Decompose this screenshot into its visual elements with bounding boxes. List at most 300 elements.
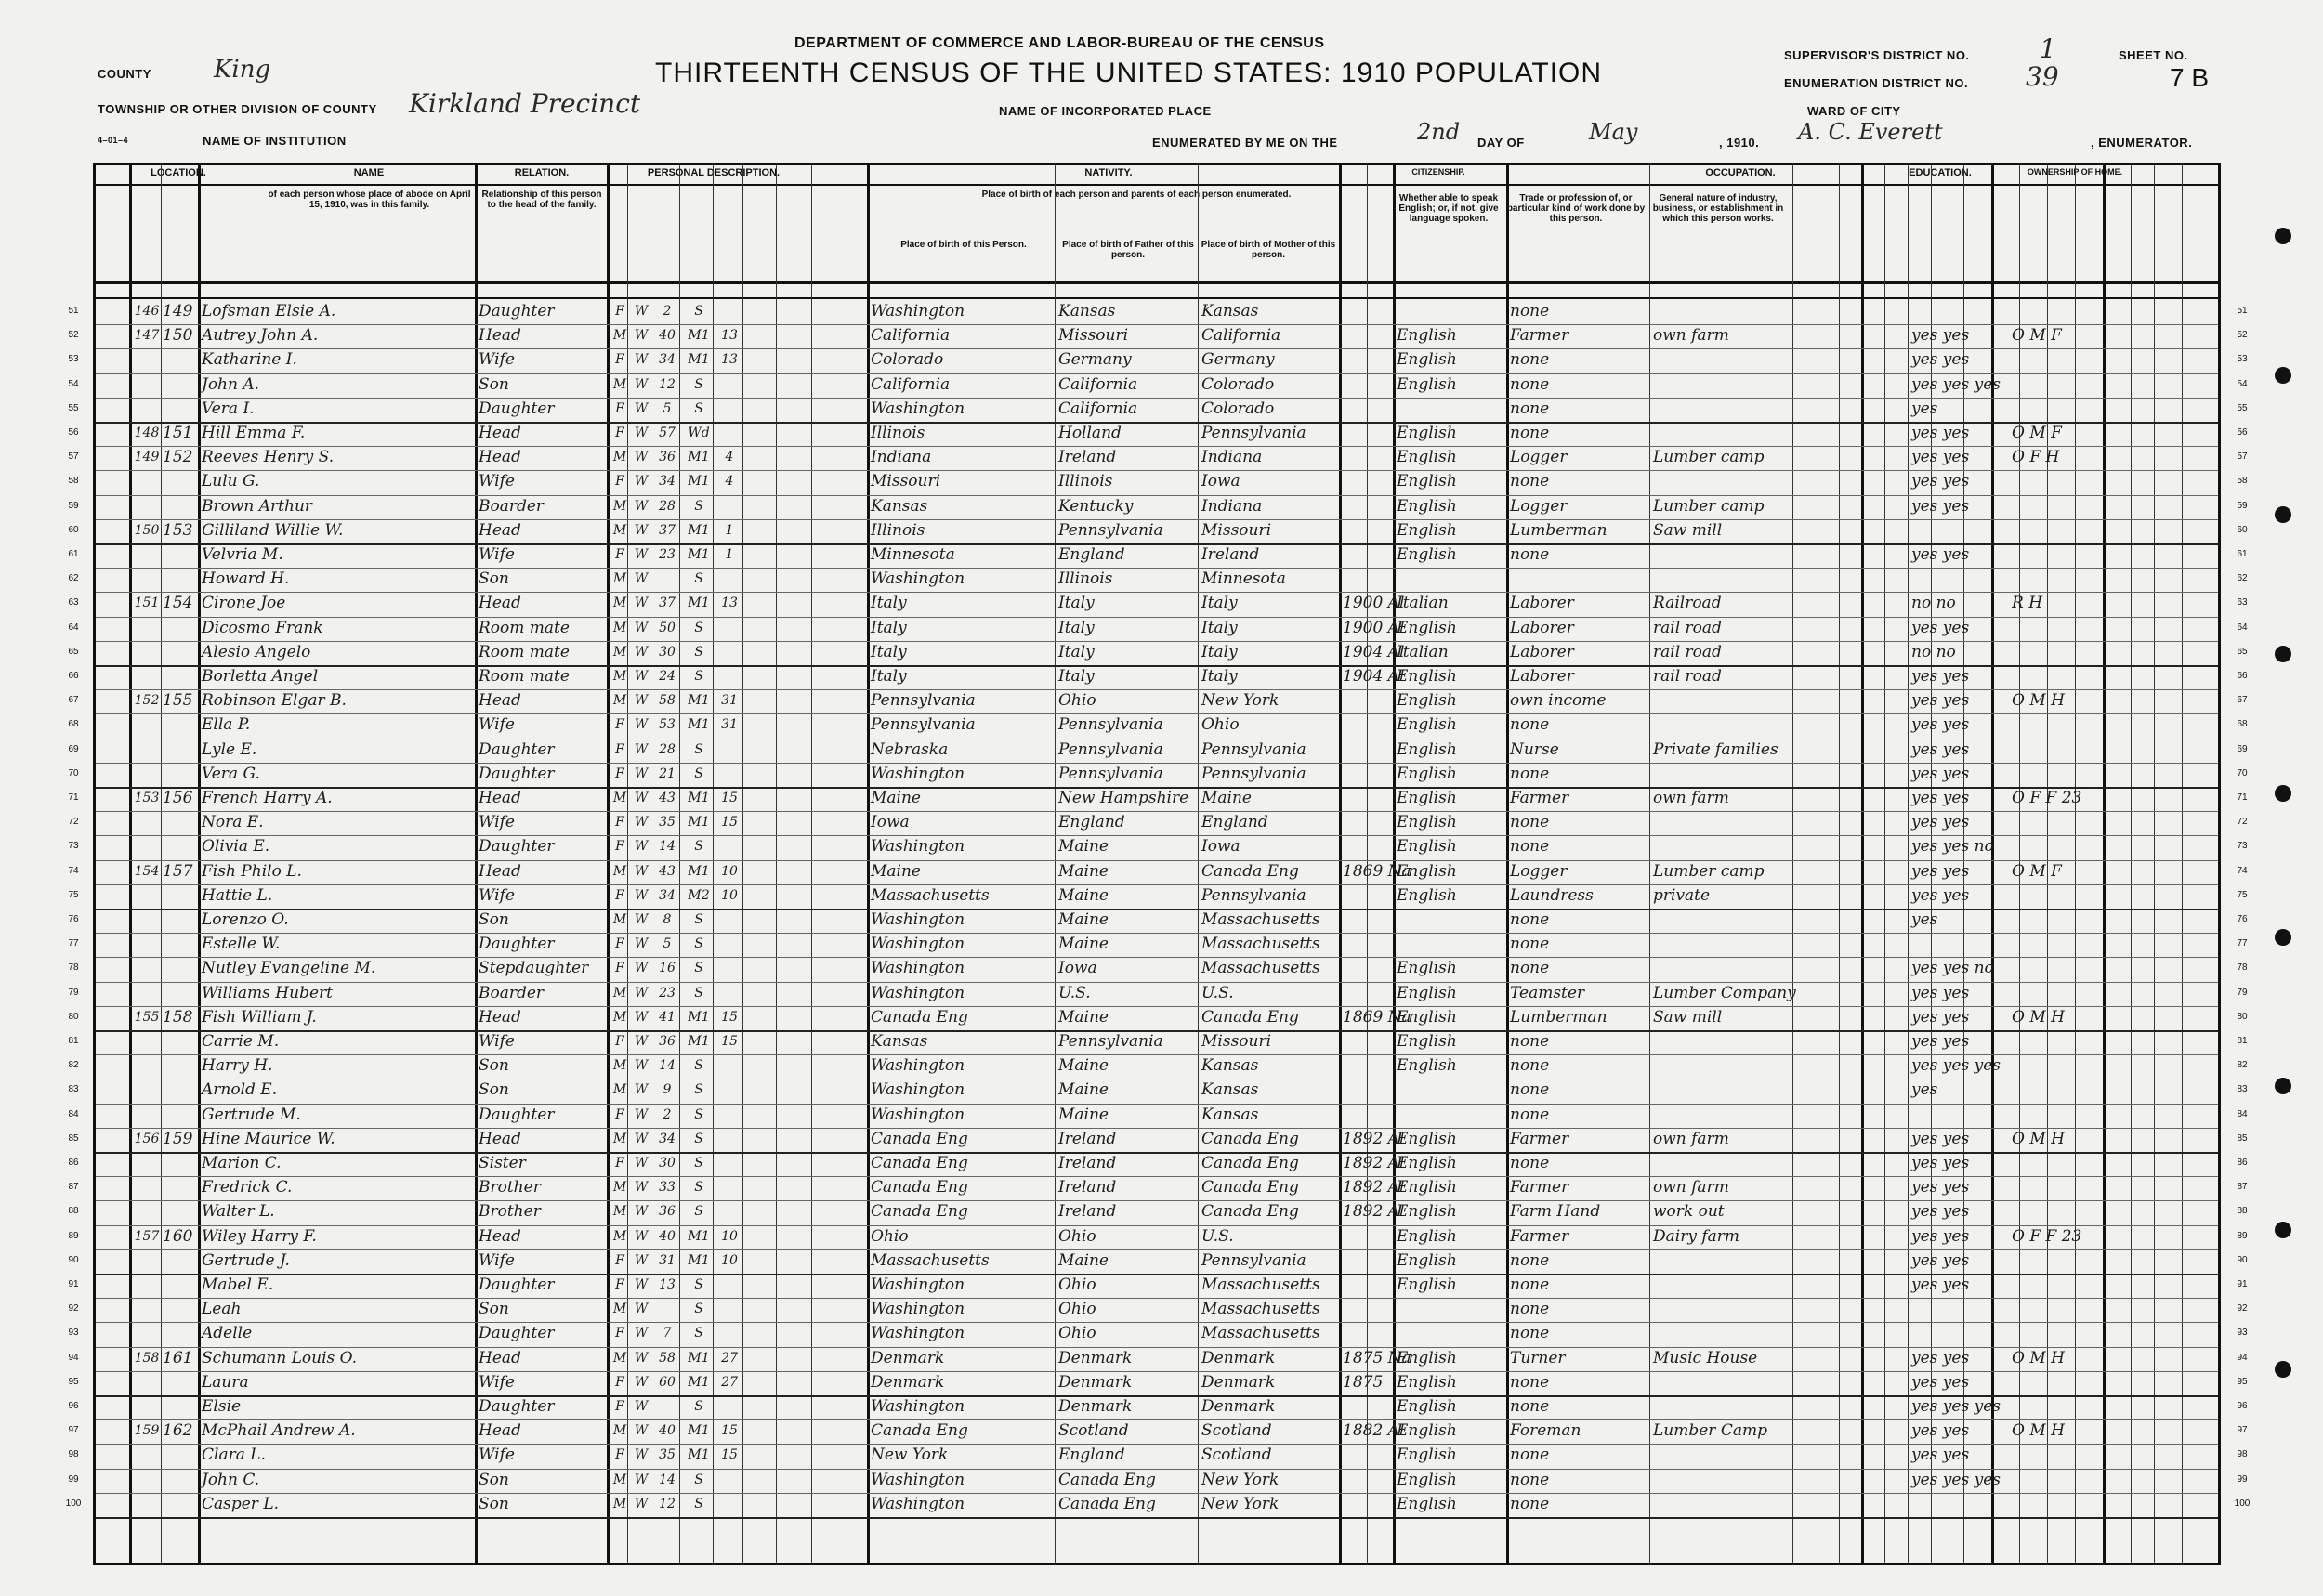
cell-dwelling: 150 [134,522,160,538]
line-number-right: 100 [2234,1498,2251,1509]
cell-relation: Head [479,326,521,346]
cell-father-birth: Italy [1058,618,1095,637]
cell-language: English [1397,667,1457,686]
line-number: 68 [68,719,79,730]
cell-mother-birth: Denmark [1201,1372,1276,1392]
cell-age: 30 [659,1156,676,1171]
cell-father-birth: England [1058,545,1125,564]
line-number: 76 [68,914,79,924]
cell-birth: Denmark [871,1372,945,1392]
cell-father-birth: New Hampshire [1058,789,1189,807]
cell-relation: Wife [479,1250,515,1270]
cell-sex: F [615,1034,624,1049]
cell-race: W [634,839,649,855]
cell-race: W [634,1326,649,1341]
cell-name: Brown Arthur [202,496,313,516]
cell-immigration: 1892 Al [1343,1202,1405,1222]
cell-race: W [634,1058,649,1074]
cell-education: yes yes [1911,448,1970,467]
punch-hole [2275,228,2291,244]
cell-marital: S [694,1399,703,1414]
cell-trade: none [1510,1154,1550,1172]
cell-name: Nutley Evangeline M. [202,959,376,978]
cell-home: O F H [2012,448,2060,467]
cell-relation: Daughter [479,399,555,418]
cell-birth: Washington [871,1324,965,1343]
cell-education: yes yes [1911,472,1970,491]
column-rule [1839,165,1840,1563]
cell-birth: Maine [871,861,921,881]
cell-relation: Daughter [479,739,555,759]
cell-trade: none [1510,1032,1550,1051]
cell-sex: M [612,376,627,392]
ward-label: WARD OF CITY [1807,104,1901,118]
cell-father-birth: Maine [1058,837,1109,857]
line-number-right: 95 [2237,1376,2248,1387]
cell-relation: Head [479,1348,521,1367]
cell-language: English [1397,691,1457,711]
cell-marital: M1 [688,1252,710,1268]
cell-age: 9 [663,1082,672,1098]
cell-trade: Farmer [1510,1178,1569,1197]
cell-name: McPhail Andrew A. [202,1421,356,1441]
cell-relation: Brother [479,1178,541,1197]
cell-marital: S [694,400,703,416]
cell-race: W [634,669,649,684]
cell-trade: none [1510,764,1550,783]
cell-family: 152 [163,448,193,467]
cell-name: Laura [202,1372,249,1392]
cell-trade: none [1510,1494,1550,1513]
cell-industry: Lumber Camp [1653,1421,1767,1441]
cell-marital: M1 [688,693,710,709]
cell-relation: Wife [479,1446,515,1465]
cell-language: English [1397,545,1457,564]
cell-trade: none [1510,424,1550,442]
cell-father-birth: California [1058,399,1138,418]
cell-trade: none [1510,1275,1550,1294]
column-rule [742,165,743,1563]
cell-family: 150 [163,326,193,346]
cell-sex: F [615,1374,624,1390]
line-number-right: 53 [2237,354,2248,365]
cell-trade: Lumberman [1510,520,1608,540]
cell-education: yes yes [1911,813,1970,832]
cell-language: English [1397,1446,1457,1465]
cell-trade: none [1510,1324,1550,1343]
cell-language: English [1397,1154,1457,1172]
cell-name: Autrey John A. [202,326,319,346]
cell-sex: F [615,765,624,781]
cell-name: Borletta Angel [202,667,319,686]
cell-trade: none [1510,399,1550,418]
cell-father-birth: Pennsylvania [1058,715,1163,735]
line-number-right: 81 [2237,1036,2248,1046]
cell-language: English [1397,1202,1457,1222]
cell-sex: M [612,1228,627,1244]
cell-education: yes yes [1911,545,1970,564]
cell-age: 13 [659,1277,676,1292]
cell-industry: Private families [1653,739,1778,759]
cell-education: yes yes [1911,691,1970,711]
column-rule [2131,165,2132,1563]
cell-birth: California [871,374,951,394]
cell-mother-birth: Iowa [1201,837,1240,857]
cell-birth: Canada Eng [871,1129,968,1148]
cell-name: Fish William J. [202,1007,317,1027]
cell-name: Olivia E. [202,837,270,857]
cell-name: Clara L. [202,1446,266,1465]
cell-relation: Wife [479,715,515,735]
cell-years-married: 31 [721,693,738,709]
cell-trade: Farmer [1510,789,1569,807]
cell-age: 12 [659,1496,676,1511]
line-number-right: 96 [2237,1401,2248,1411]
cell-home: O F F 23 [2012,1226,2082,1246]
cell-years-married: 4 [725,450,734,465]
cell-language: English [1397,983,1457,1002]
cell-marital: S [694,620,703,635]
cell-education: yes yes [1911,618,1970,637]
township-label: TOWNSHIP OR OTHER DIVISION OF COUNTY [98,102,377,116]
cell-relation: Head [479,1007,521,1027]
relation-column-desc: Relationship of this person to the head of the family. [481,190,602,210]
line-number-right: 67 [2237,695,2248,706]
cell-trade: none [1510,350,1550,370]
occupation-heading: OCCUPATION. [1705,167,1776,178]
cell-relation: Daughter [479,1324,555,1343]
cell-industry: own farm [1653,1178,1729,1197]
cell-sex: F [615,717,624,733]
cell-sex: F [615,887,624,903]
cell-years-married: 10 [721,863,738,879]
cell-education: yes yes [1911,1446,1970,1465]
cell-race: W [634,425,649,440]
cell-sex: F [615,936,624,952]
cell-birth: Washington [871,569,965,589]
cell-language: English [1397,1397,1457,1416]
line-number: 73 [68,841,79,852]
cell-industry: Dairy farm [1653,1226,1740,1246]
cell-mother-birth: Canada Eng [1201,1178,1299,1197]
cell-years-married: 27 [721,1374,738,1390]
cell-race: W [634,985,649,1001]
cell-birth: Pennsylvania [871,715,976,735]
cell-mother-birth: Italy [1201,667,1238,686]
cell-race: W [634,1302,649,1317]
cell-relation: Head [479,594,521,613]
cell-dwelling: 159 [134,1423,160,1439]
cell-father-birth: Maine [1058,861,1109,881]
cell-marital: S [694,1131,703,1146]
cell-trade: none [1510,1446,1550,1465]
cell-father-birth: Maine [1058,1056,1109,1076]
cell-age: 14 [659,1472,676,1487]
line-number-right: 84 [2237,1108,2248,1119]
cell-father-birth: Kansas [1058,302,1116,321]
cell-mother-birth: Indiana [1201,496,1263,516]
cell-years-married: 13 [721,328,738,344]
cell-education: yes yes [1911,667,1970,686]
line-number: 85 [68,1132,79,1144]
cell-immigration: 1892 Al [1343,1129,1405,1148]
cell-education: yes yes [1911,326,1970,346]
cell-sex: M [612,1131,627,1146]
cell-immigration: 1869 Na [1343,1007,1411,1027]
incorporated-label: NAME OF INCORPORATED PLACE [999,104,1212,118]
cell-marital: S [694,644,703,660]
cell-relation: Wife [479,813,515,832]
line-number-right: 51 [2237,306,2248,316]
cell-birth: New York [871,1446,949,1465]
cell-race: W [634,376,649,392]
cell-father-birth: Maine [1058,1250,1109,1270]
column-rule [475,165,478,1563]
cell-immigration: 1875 [1343,1372,1384,1392]
cell-relation: Son [479,1056,509,1076]
cell-mother-birth: Scotland [1201,1421,1272,1441]
cell-father-birth: Ireland [1058,448,1117,467]
cell-marital: S [694,571,703,587]
cell-industry: own farm [1653,1129,1729,1148]
cell-trade: Logger [1510,448,1568,467]
cell-trade: none [1510,1080,1550,1100]
cell-sex: M [612,863,627,879]
cell-birth: Missouri [871,472,941,491]
cell-race: W [634,1131,649,1146]
cell-education: yes yes [1911,1178,1970,1197]
cell-mother-birth: U.S. [1201,1226,1234,1246]
supervisor-value: 1 [2040,33,2056,64]
cell-mother-birth: Pennsylvania [1201,739,1306,759]
cell-home: O M H [2012,1007,2065,1027]
cell-name: Gilliland Willie W. [202,520,344,540]
cell-father-birth: Pennsylvania [1058,739,1163,759]
cell-age: 5 [663,936,672,952]
cell-home: O M F [2012,861,2062,881]
line-number-right: 92 [2237,1303,2248,1315]
line-number-right: 86 [2237,1158,2248,1168]
cell-home: O M H [2012,1421,2065,1441]
cell-name: Lofsman Elsie A. [202,302,336,321]
cell-birth: Minnesota [871,545,955,564]
cell-marital: M1 [688,595,710,611]
line-number: 59 [68,500,79,511]
cell-age: 31 [659,1252,676,1268]
cell-language: English [1397,1348,1457,1367]
cell-father-birth: Denmark [1058,1372,1133,1392]
cell-language: English [1397,1007,1457,1027]
cell-mother-birth: U.S. [1201,983,1234,1002]
cell-family: 162 [163,1421,193,1441]
cell-home: O M H [2012,1129,2065,1148]
cell-marital: S [694,1058,703,1074]
cell-trade: Nurse [1510,739,1559,759]
cell-sex: M [612,1496,627,1511]
cell-name: Hine Maurice W. [202,1129,335,1148]
cell-birth: Washington [871,1397,965,1416]
cell-education: yes yes [1911,885,1970,905]
cell-father-birth: Maine [1058,1007,1109,1027]
cell-sex: M [612,522,627,538]
cell-language: English [1397,496,1457,516]
line-number: 86 [68,1158,79,1168]
cell-language: English [1397,885,1457,905]
cell-relation: Daughter [479,837,555,857]
cell-birth: Nebraska [871,739,949,759]
cell-sex: M [612,1302,627,1317]
cell-birth: Iowa [871,813,910,832]
cell-age: 33 [659,1180,676,1196]
cell-age: 36 [659,1034,676,1049]
cell-mother-birth: Massachusetts [1201,935,1320,954]
cell-marital: M1 [688,352,710,368]
cell-relation: Head [479,1226,521,1246]
cell-relation: Son [479,910,509,929]
cell-marital: M1 [688,547,710,562]
line-number-right: 54 [2237,378,2248,389]
cell-relation: Daughter [479,1275,555,1294]
cell-relation: Son [479,1300,509,1319]
cell-sex: F [615,425,624,440]
cell-relation: Wife [479,1032,515,1051]
cell-home: O M F [2012,424,2062,442]
cell-relation: Boarder [479,496,545,516]
cell-language: English [1397,350,1457,370]
cell-trade: Laborer [1510,642,1574,661]
cell-marital: M1 [688,863,710,879]
cell-sex: M [612,1009,627,1025]
cell-education: yes yes [1911,1421,1970,1441]
line-number-right: 55 [2237,402,2248,413]
cell-sex: F [615,1106,624,1122]
cell-birth: Washington [871,302,965,321]
cell-education: yes yes [1911,715,1970,735]
cell-immigration: 1904 Al [1343,667,1405,686]
line-number: 62 [68,573,79,584]
line-number: 72 [68,817,79,828]
line-number: 52 [68,330,79,341]
cell-education: yes yes no [1911,959,1994,978]
cell-mother-birth: Maine [1201,789,1252,807]
cell-industry: Lumber camp [1653,496,1765,516]
cell-race: W [634,1447,649,1463]
cell-race: W [634,450,649,465]
line-number: 53 [68,354,79,365]
cell-sex: M [612,1423,627,1439]
cell-race: W [634,961,649,976]
cell-birth: California [871,326,951,346]
line-number-right: 78 [2237,962,2248,974]
cell-family: 158 [163,1007,193,1027]
line-number-right: 83 [2237,1084,2248,1095]
cell-name: John A. [202,374,260,394]
cell-education: yes yes no [1911,837,1994,857]
county-value: King [214,56,271,84]
line-number: 92 [68,1303,79,1315]
cell-race: W [634,620,649,635]
cell-sex: F [615,741,624,757]
cell-birth: Massachusetts [871,885,990,905]
cell-age: 43 [659,791,676,805]
cell-age: 40 [659,328,676,344]
cell-language: English [1397,959,1457,978]
cell-marital: S [694,1180,703,1196]
column-rule [1908,165,1909,1563]
cell-industry: own farm [1653,789,1729,807]
cell-mother-birth: Minnesota [1201,569,1286,589]
cell-relation: Head [479,1421,521,1441]
cell-sex: M [612,328,627,344]
cell-age: 40 [659,1228,676,1244]
cell-birth: Washington [871,837,965,857]
cell-marital: S [694,912,703,927]
line-number-right: 91 [2237,1279,2248,1289]
cell-age: 53 [659,717,676,733]
cell-industry: Lumber camp [1653,861,1765,881]
cell-education: yes yes [1911,1372,1970,1392]
line-number: 61 [68,549,79,559]
cell-relation: Daughter [479,764,555,783]
line-number-right: 87 [2237,1182,2248,1193]
cell-industry: private [1653,885,1711,905]
citizenship-heading: CITIZENSHIP. [1411,167,1465,177]
year-label: , 1910. [1719,136,1760,150]
cell-marital: M1 [688,1350,710,1366]
line-number-right: 77 [2237,938,2248,949]
cell-age: 24 [659,669,676,684]
cell-birth: Denmark [871,1348,945,1367]
line-number-right: 64 [2237,621,2248,633]
cell-race: W [634,304,649,319]
cell-sex: M [612,791,627,805]
cell-father-birth: Illinois [1058,472,1113,491]
column-rule [1792,165,1793,1563]
cell-father-birth: Denmark [1058,1397,1133,1416]
cell-birth: Canada Eng [871,1007,968,1027]
cell-home: O M H [2012,1348,2065,1367]
cell-name: Katharine I. [202,350,297,370]
department-heading: DEPARTMENT OF COMMERCE AND LABOR-BUREAU OF THE CENSUS [794,35,1325,51]
cell-birth: Kansas [871,1032,928,1051]
cell-relation: Boarder [479,983,545,1002]
column-rule [2182,165,2183,1563]
cell-trade: none [1510,715,1550,735]
punch-hole [2275,929,2291,946]
punch-hole [2275,1361,2291,1378]
cell-age: 8 [663,912,672,927]
cell-race: W [634,1399,649,1414]
cell-age: 58 [659,1350,676,1366]
line-number: 97 [68,1425,79,1436]
cell-name: Hattie L. [202,885,273,905]
cell-race: W [634,863,649,879]
cell-father-birth: Maine [1058,1105,1109,1124]
cell-name: Schumann Louis O. [202,1348,358,1367]
line-number-right: 80 [2237,1011,2248,1022]
line-number: 63 [68,597,79,608]
cell-language: English [1397,861,1457,881]
birth-person-head: Place of birth of this Person. [900,240,1027,250]
line-number-right: 58 [2237,476,2248,487]
cell-marital: M1 [688,791,710,805]
cell-family: 149 [163,302,193,321]
cell-father-birth: Ohio [1058,691,1096,711]
cell-education: yes yes [1911,739,1970,759]
cell-sex: F [615,1156,624,1171]
cell-sex: M [612,693,627,709]
line-number-right: 71 [2237,792,2248,803]
